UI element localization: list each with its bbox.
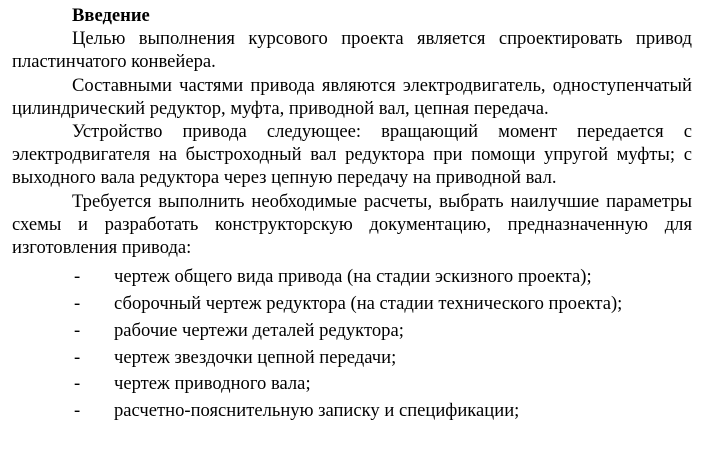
list-item: [12, 291, 692, 318]
list-item: [12, 318, 692, 345]
list-item-text: сборочный чертеж редуктора (на стадии технического проекта);: [114, 293, 623, 315]
list-item: [12, 398, 692, 425]
paragraph-components: Составными частями привода являются электродвигатель, одноступенчатый цилиндрический редуктор, муфта, приводной вал, цепная передача.: [12, 74, 692, 119]
list-dash: -: [74, 373, 81, 395]
list-dash: -: [74, 346, 81, 368]
list-item-text: чертеж общего вида привода (на стадии эскизного проекта);: [114, 266, 592, 288]
list-dash: -: [74, 266, 81, 288]
list-dash: -: [74, 319, 81, 341]
list-dash: -: [74, 293, 81, 315]
paragraph-requirements: Требуется выполнить необходимые расчеты, выбрать наилучшие параметры схемы и разработать конструкторскую документацию, предназначенную для изготовления привода:: [12, 190, 692, 259]
paragraph-goal: Целью выполнения курсового проекта является спроектировать привод пластинчатого конвейера.: [12, 28, 692, 73]
deliverables-list: [12, 264, 692, 425]
list-item-text: расчетно-пояснительную записку и спецификации;: [114, 400, 520, 422]
paragraph-device: Устройство привода следующее: вращающий момент передается с электродвигателя на быстроходный вал редуктора при помощи упругой муфты; с выходного вала редуктора через цепную передачу на приводной вал.: [12, 121, 692, 189]
list-item: [12, 345, 692, 372]
list-dash: -: [74, 400, 81, 422]
list-item: [12, 371, 692, 398]
list-item-text: чертеж звездочки цепной передачи;: [114, 346, 397, 368]
list-item-text: рабочие чертежи деталей редуктора;: [114, 319, 404, 341]
section-heading: Введение: [72, 5, 150, 26]
document-page: [12, 4, 692, 425]
list-item: [12, 264, 692, 291]
list-item-text: чертеж приводного вала;: [114, 373, 311, 395]
